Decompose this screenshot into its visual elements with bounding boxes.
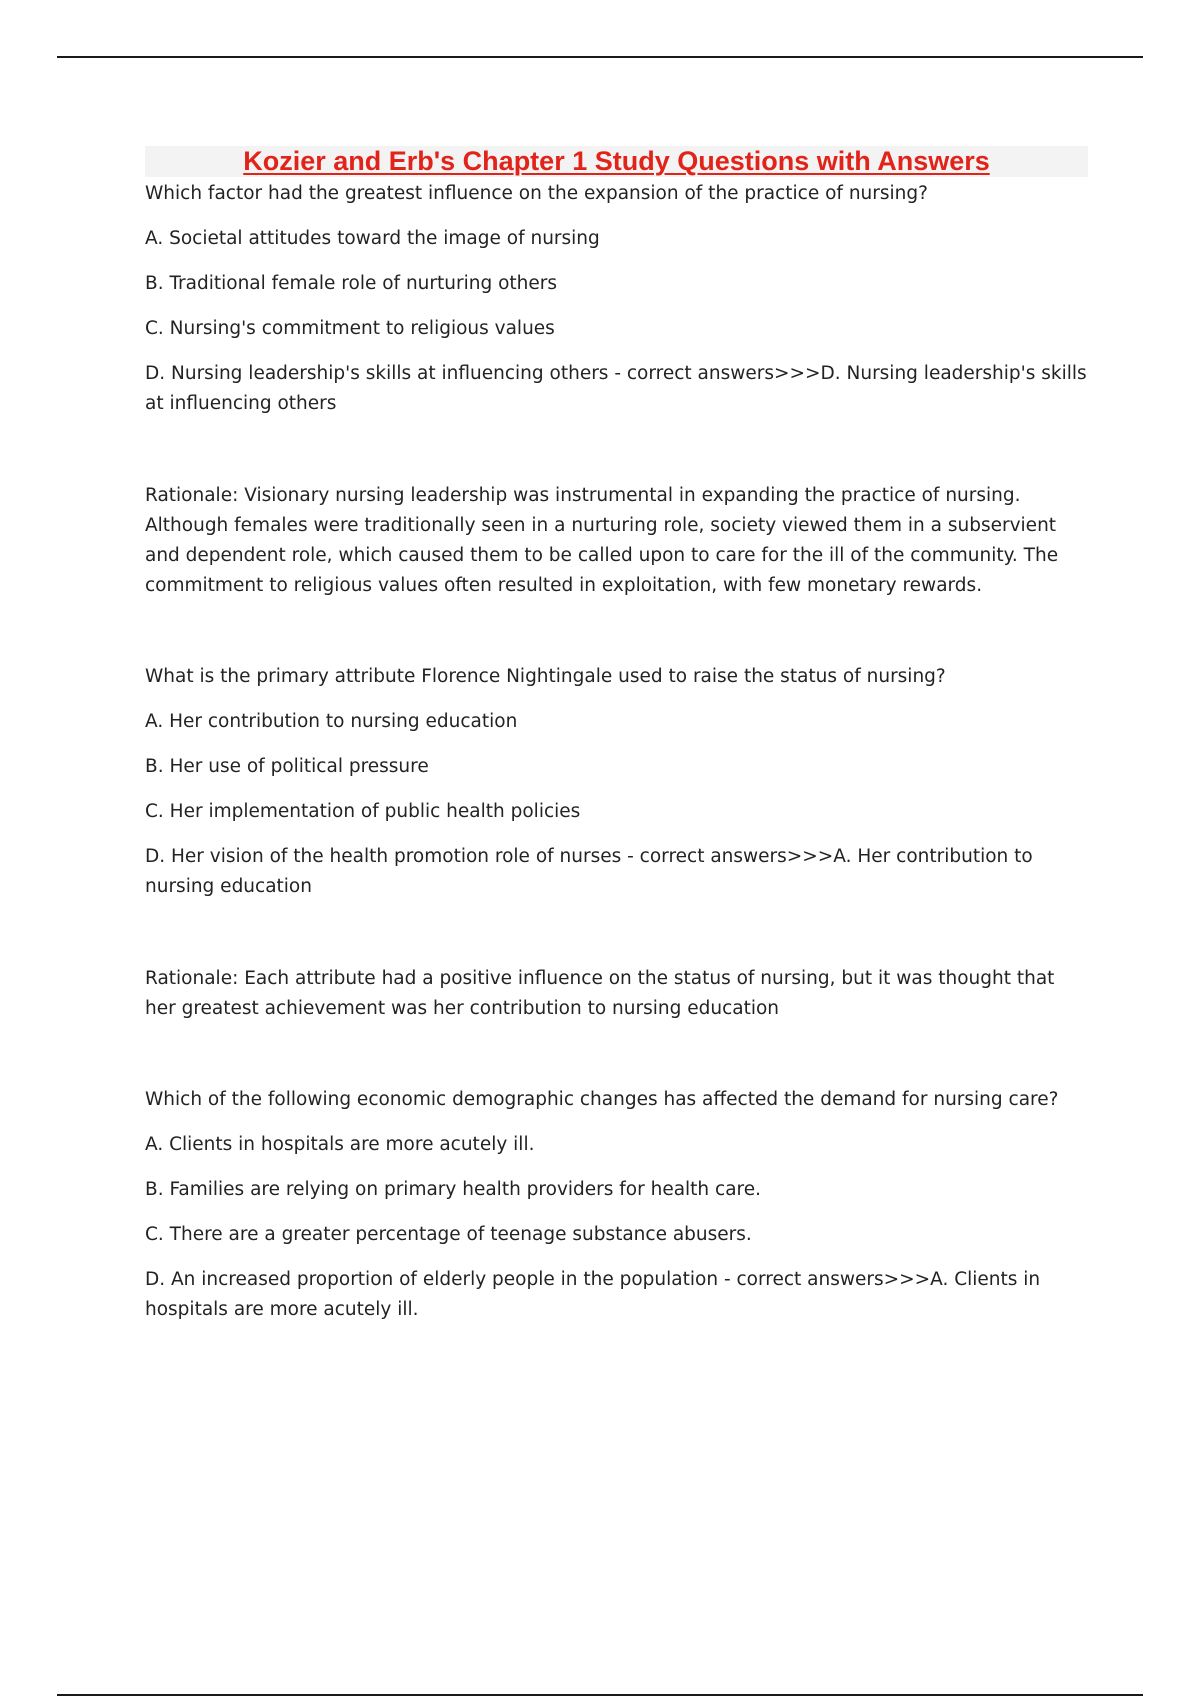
answer-option-d-with-correct-answer: D. Nursing leadership's skills at influencing others - correct answers>>>D. Nursing leadership's skills at influencing others xyxy=(145,363,1087,414)
answer-option-c: C. There are a greater percentage of teenage substance abusers. xyxy=(145,1224,752,1245)
rationale-text: Rationale: Each attribute had a positive influence on the status of nursing, but it was thought that her greatest achievement was her contribution to nursing education xyxy=(145,968,1055,1019)
page-bottom-rule xyxy=(57,1694,1143,1696)
title-bar xyxy=(145,146,1088,177)
answer-option-d-with-correct-answer: D. Her vision of the health promotion role of nurses - correct answers>>>A. Her contribution to nursing education xyxy=(145,846,1033,897)
question-prompt: Which of the following economic demographic changes has affected the demand for nursing care? xyxy=(145,1089,1059,1110)
answer-option-c: C. Her implementation of public health policies xyxy=(145,801,581,822)
answer-option-a: A. Clients in hospitals are more acutely ill. xyxy=(145,1134,535,1155)
question-block-1 xyxy=(145,179,1088,601)
answer-option-a: A. Societal attitudes toward the image of nursing xyxy=(145,228,600,249)
answer-option-c: C. Nursing's commitment to religious values xyxy=(145,318,555,339)
answer-option-b: B. Families are relying on primary health providers for health care. xyxy=(145,1179,762,1200)
question-prompt: Which factor had the greatest influence on the expansion of the practice of nursing? xyxy=(145,183,928,204)
document-title: Kozier and Erb's Chapter 1 Study Questions with Answers xyxy=(243,146,990,176)
answer-option-b: B. Traditional female role of nurturing others xyxy=(145,273,557,294)
question-block-2 xyxy=(145,662,1088,1024)
answer-option-a: A. Her contribution to nursing education xyxy=(145,711,518,732)
question-prompt: What is the primary attribute Florence Nightingale used to raise the status of nursing? xyxy=(145,666,946,687)
rationale-text: Rationale: Visionary nursing leadership was instrumental in expanding the practice of nursing. Although females were traditionally seen in a nurturing role, society viewed them in a subservient and dependent role, which caused them to be called upon to care for the ill of the community. The commitment to religious values often resulted in exploitation, with few monetary rewards. xyxy=(145,485,1059,596)
question-block-3 xyxy=(145,1085,1088,1325)
document-body xyxy=(145,146,1088,1325)
answer-option-d-with-correct-answer: D. An increased proportion of elderly people in the population - correct answers>>>A. Clients in hospitals are more acutely ill. xyxy=(145,1269,1041,1320)
page-top-rule xyxy=(57,56,1143,58)
answer-option-b: B. Her use of political pressure xyxy=(145,756,429,777)
